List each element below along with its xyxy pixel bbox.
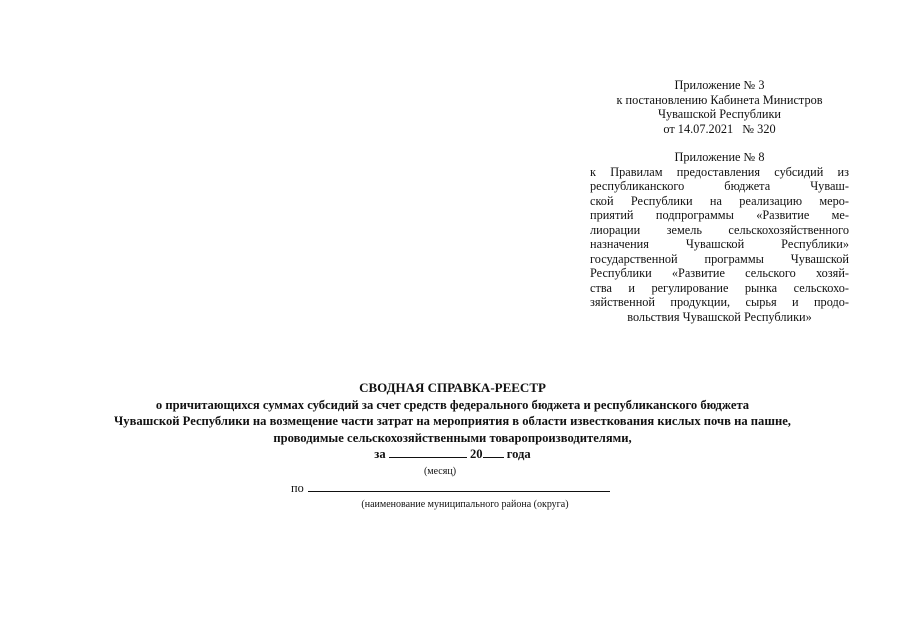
year-suffix: года [506, 447, 531, 461]
appendix8-heading: Приложение № 8 [674, 150, 765, 164]
title-line-2: Чувашской Республики на возмещение части затрат на мероприятия в области известкования кислых почв на пашне, [114, 414, 791, 428]
appendix-gap [590, 136, 849, 150]
appendix8-line-9: ства и регулирование рынка сельскохо- [590, 280, 849, 295]
appendix8-line-8: Республики «Развитие сельского хозяй- [590, 266, 849, 280]
district-blank [308, 480, 610, 492]
month-blank [389, 446, 467, 458]
appendix3-line-3: Чувашской Республики [657, 107, 781, 121]
title-line-3: проводимые сельскохозяйственными товаропроизводителями, [273, 430, 632, 445]
appendix8-line-5: лиорации земель сельскохозяйственного [590, 222, 849, 237]
appendix8-line-1: к Правилам предоставления субсидий из [590, 164, 849, 179]
period-line [0, 446, 905, 462]
year-blank [483, 446, 504, 458]
document-title [40, 380, 865, 446]
appendix3-line-1: Приложение № 3 [674, 78, 765, 92]
title-main: СВОДНАЯ СПРАВКА-РЕЕСТР [359, 380, 546, 395]
appendix-block [590, 78, 849, 324]
year-prefix: 20 [469, 447, 483, 461]
appendix8-line-2: республиканского бюджета Чуваш- [590, 179, 849, 193]
district-caption: (наименование муниципального района (округа) [361, 499, 569, 510]
period-prefix: за [374, 447, 386, 461]
appendix8-line-7: государственной программы Чувашской [590, 251, 849, 266]
appendix8-line-4: приятий подпрограммы «Развитие ме- [590, 208, 849, 222]
title-line-1: о причитающихся суммах субсидий за счет средств федерального бюджета и республиканского бюджета [155, 397, 750, 412]
district-prefix: по [291, 481, 304, 495]
appendix8-line-3: ской Республики на реализацию меро- [590, 193, 849, 208]
district-line [291, 480, 621, 495]
month-caption: (месяц) [423, 466, 457, 477]
appendix3-line-4: от 14.07.2021 № 320 [663, 121, 776, 136]
appendix3-line-2: к постановлению Кабинета Министров [616, 92, 823, 107]
appendix8-line-6: назначения Чувашской Республики» [590, 237, 849, 251]
appendix8-line-10: зяйственной продукции, сырья и продо- [590, 295, 849, 309]
appendix8-line-last: вольствия Чувашской Республики» [627, 309, 812, 324]
